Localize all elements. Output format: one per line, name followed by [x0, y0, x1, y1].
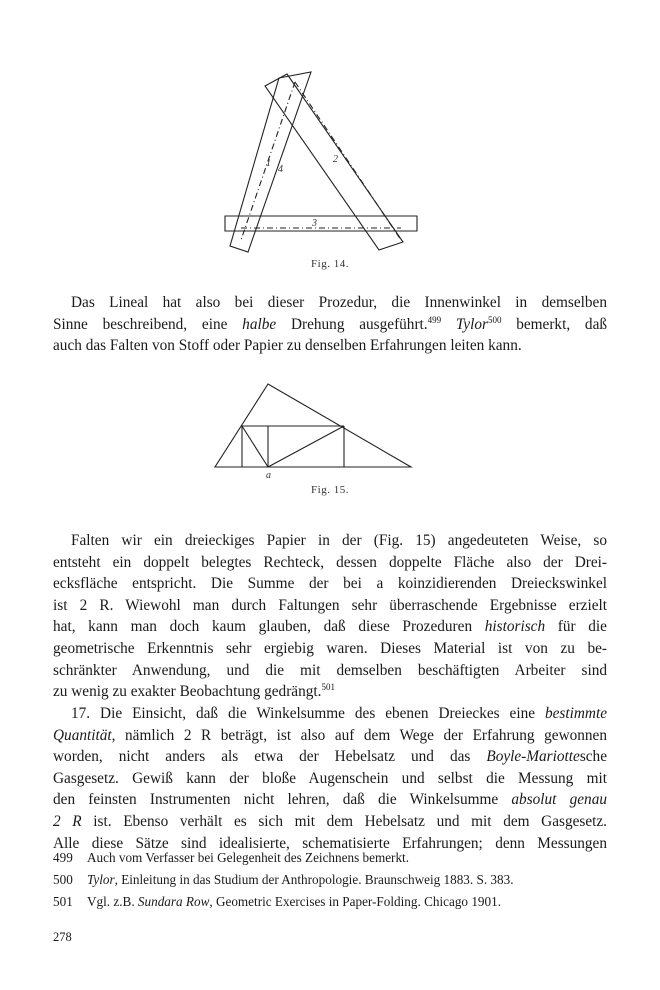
paragraph-2: [53, 530, 607, 703]
footnotes: [53, 847, 613, 913]
paragraph-1: [53, 292, 607, 357]
text-line: entsteht ein doppelt belegtes Rechteck, dessen doppelte Fläche also der Drei-: [53, 553, 607, 571]
text-line: auch das Falten von Stoff oder Papier zu denselben Erfahrungen leiten kann.: [53, 337, 522, 355]
fig14-label-1: 1: [266, 158, 271, 169]
text-line: ist 2 R. Wiewohl man durch Faltungen sehr überraschende Ergebnisse erzielt: [53, 596, 607, 614]
text-line: Alle diese Sätze sind idealisierte, schematisierte Erfahrungen; denn Messungen: [53, 834, 607, 852]
paragraph-3: [53, 703, 607, 854]
figure-15-diagram: [212, 380, 414, 480]
figure-15-caption: Fig. 15.: [311, 484, 349, 496]
footnote-number: 500: [53, 872, 73, 887]
footnote-501: [53, 891, 613, 913]
text-line: hat, kann man doch kaum glauben, daß diese Prozeduren historisch für die: [53, 618, 607, 636]
footnote-text: Vgl. z.B. Sundara Row, Geometric Exercises in Paper-Folding. Chicago 1901.: [87, 894, 501, 909]
footnote-text: Auch vom Verfasser bei Gelegenheit des Zeichnens bemerkt.: [87, 850, 410, 865]
footnote-499: [53, 847, 613, 869]
fig14-label-4: 4: [278, 164, 283, 175]
text-line: Falten wir ein dreieckiges Papier in der (Fig. 15) angedeuteten Weise, so: [71, 532, 607, 549]
text-line: Gasgesetz. Gewiß kann der bloße Augenschein und selbst die Messung mit: [53, 769, 607, 787]
text-line: 17. Die Einsicht, daß die Winkelsumme des ebenen Dreieckes eine bestimmte: [71, 705, 607, 722]
text-line: Sinne beschreibend, eine halbe Drehung ausgeführt.$^{499}$ Tylor$^{500}$ bemerkt, daß: [53, 314, 608, 333]
text-line: schränkter Anwendung, und die mit demselben beschäftigten Arbeiter sind: [53, 661, 607, 679]
text-line: geometrische Erkenntnis sehr ergiebig waren. Dieses Material ist von zu be-: [53, 639, 607, 657]
footnote-text: Tylor, Einleitung in das Studium der Anthropologie. Braunschweig 1883. S. 383.: [87, 872, 514, 887]
text-line: ecksfläche entspricht. Die Summe der bei a koinzidierenden Dreieckswinkel: [53, 575, 607, 593]
ruler-3: [225, 216, 417, 231]
text-line: Das Lineal hat also bei dieser Prozedur, die Innenwinkel in demselben: [71, 294, 607, 311]
footnote-number: 501: [53, 894, 73, 909]
fig14-label-3: 3: [312, 218, 317, 229]
text-line: worden, nicht anders als etwa der Hebelsatz und das Boyle-Mariottesche: [53, 748, 607, 766]
text-line: zu wenig zu exakter Beobachtung gedrängt.$^{501}$: [53, 682, 335, 701]
figure-14-caption: Fig. 14.: [311, 258, 349, 270]
figure-14-diagram: [215, 64, 420, 254]
footnote-number: 499: [53, 850, 73, 865]
text-line: den feinsten Instrumenten nicht lehren, daß die Winkelsumme absolut genau: [53, 791, 607, 809]
page-number: 278: [53, 930, 72, 944]
text-line: Quantität, nämlich 2 R beträgt, ist also auf dem Wege der Erfahrung gewonnen: [53, 726, 607, 744]
fig15-label-a: a: [266, 470, 271, 480]
fig14-label-2: 2: [333, 154, 338, 165]
footnote-500: [53, 869, 613, 891]
text-line: 2 R ist. Ebenso verhält es sich mit dem Hebelsatz und mit dem Gasgesetz.: [53, 812, 607, 830]
